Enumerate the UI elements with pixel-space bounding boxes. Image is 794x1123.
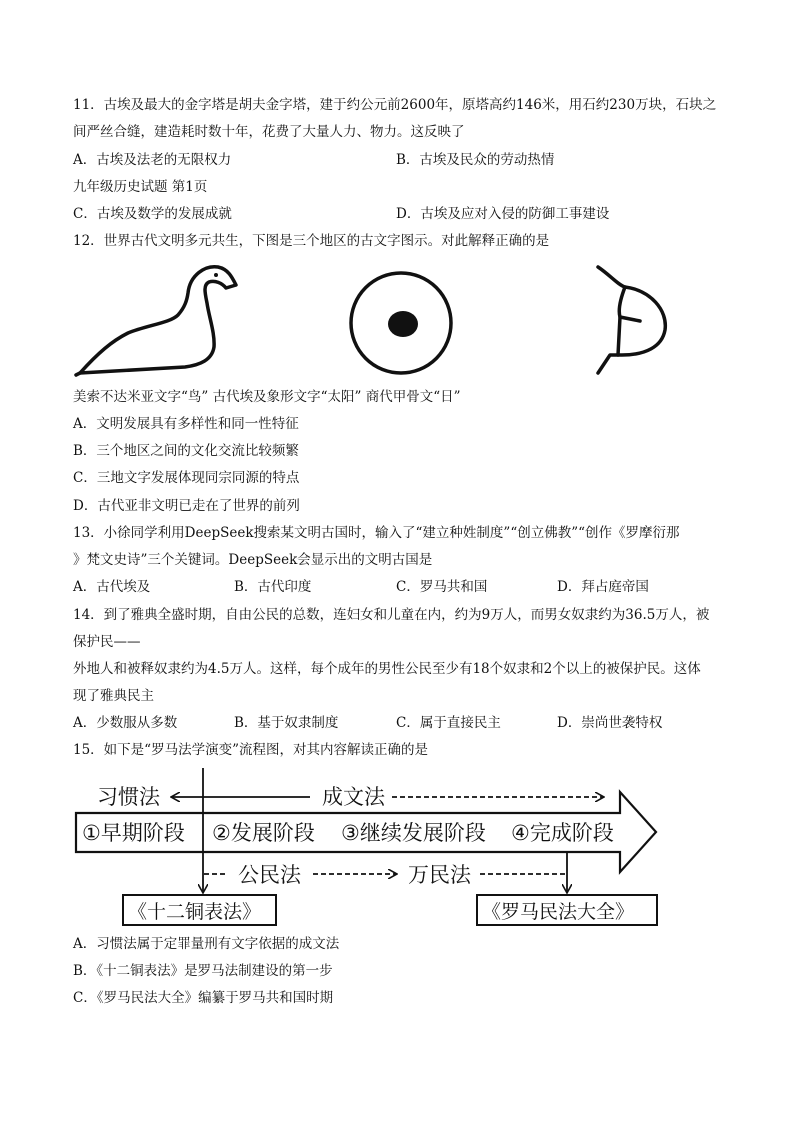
q13-option-a: A．古代埃及: [73, 579, 151, 595]
q14-stem-line2: 保护民——: [73, 634, 141, 650]
q14-stem-line1: 14．到了雅典全盛时期，自由公民的总数，连妇女和儿童在内，约为9万人，而男女奴隶约为36.5万人，被: [73, 607, 710, 623]
q15-option-a: A．习惯法属于定罪量刑有文字依据的成文法: [73, 936, 340, 952]
q13-option-d: D．拜占庭帝国: [557, 579, 649, 595]
q13-stem-line1: 13．小徐同学利用DeepSeek搜索某文明古国时，输入了“建立种姓制度”“创立佛教”“创作《罗摩衍那: [73, 525, 680, 541]
q14-option-b: B．基于奴隶制度: [234, 715, 339, 731]
stage-2-label: ②发展阶段: [212, 821, 315, 845]
q12-option-d: D．古代亚非文明已走在了世界的前列: [73, 498, 300, 514]
civil-law-label: 公民法: [238, 863, 301, 887]
q11-option-c: C．古埃及数学的发展成就: [73, 206, 232, 222]
q14-option-d: D．崇尚世袭特权: [557, 715, 663, 731]
q12-caption: 美索不达米亚文字“鸟” 古代埃及象形文字“太阳” 商代甲骨文“日”: [73, 389, 461, 405]
egyptian-sun-glyph: [351, 273, 451, 373]
q12-stem: 12．世界古代文明多元共生，下图是三个地区的古文字图示。对此解释正确的是: [73, 233, 550, 249]
q11-option-d: D．古埃及应对入侵的防御工事建设: [396, 206, 610, 222]
q14-option-c: C．属于直接民主: [396, 715, 501, 731]
q13-option-c: C．罗马共和国: [396, 579, 488, 595]
q15-option-b: B．《十二铜表法》是罗马法制建设的第一步: [73, 963, 333, 979]
q14-stem-line4: 现了雅典民主: [73, 688, 154, 704]
q14-stem-line3: 外地人和被释奴隶约为4.5万人。这样，每个成年的男性公民至少有18个奴隶和2个以上的被保护民。这体: [73, 661, 701, 677]
stage-1-label: ①早期阶段: [82, 821, 185, 845]
q13-stem-line2: 》梵文史诗”三个关键词。DeepSeek会显示出的文明古国是: [73, 552, 433, 568]
q11-option-a: A．古埃及法老的无限权力: [73, 152, 232, 168]
twelve-tables-label: 《十二铜表法》: [128, 901, 262, 923]
roman-law-flowchart: [0, 764, 794, 932]
oracle-bone-ri-glyph: [598, 267, 665, 373]
q15-option-c: C．《罗马民法大全》编纂于罗马共和国时期: [73, 990, 334, 1006]
q11-option-b: B．古埃及民众的劳动热情: [396, 152, 555, 168]
ancient-scripts-figure: [0, 255, 794, 385]
written-law-label: 成文法: [322, 785, 385, 809]
stage-4-label: ④完成阶段: [511, 821, 614, 845]
q15-stem: 15．如下是“罗马法学演变”流程图，对其内容解读正确的是: [73, 742, 428, 758]
stage-3-label: ③继续发展阶段: [341, 821, 486, 845]
q12-option-c: C．三地文字发展体现同宗同源的特点: [73, 470, 300, 486]
q14-option-a: A．少数服从多数: [73, 715, 178, 731]
q11-stem-line2: 间严丝合缝，建造耗时数十年，花费了大量人力、物力。这反映了: [73, 124, 465, 140]
q13-option-b: B．古代印度: [234, 579, 312, 595]
q11-stem-line1: 11．古埃及最大的金字塔是胡夫金字塔，建于约公元前2600年，原塔高约146米，用石约230万块，石块之: [73, 97, 717, 113]
mesopotamian-bird-glyph: [76, 267, 236, 375]
corpus-juris-label: 《罗马民法大全》: [482, 901, 635, 923]
customary-law-label: 习惯法: [97, 785, 160, 809]
q12-option-b: B．三个地区之间的文化交流比较频繁: [73, 443, 299, 459]
page-label: 九年级历史试题 第1页: [73, 179, 208, 195]
q12-option-a: A．文明发展具有多样性和同一性特征: [73, 416, 299, 432]
law-of-nations-label: 万民法: [408, 863, 471, 887]
